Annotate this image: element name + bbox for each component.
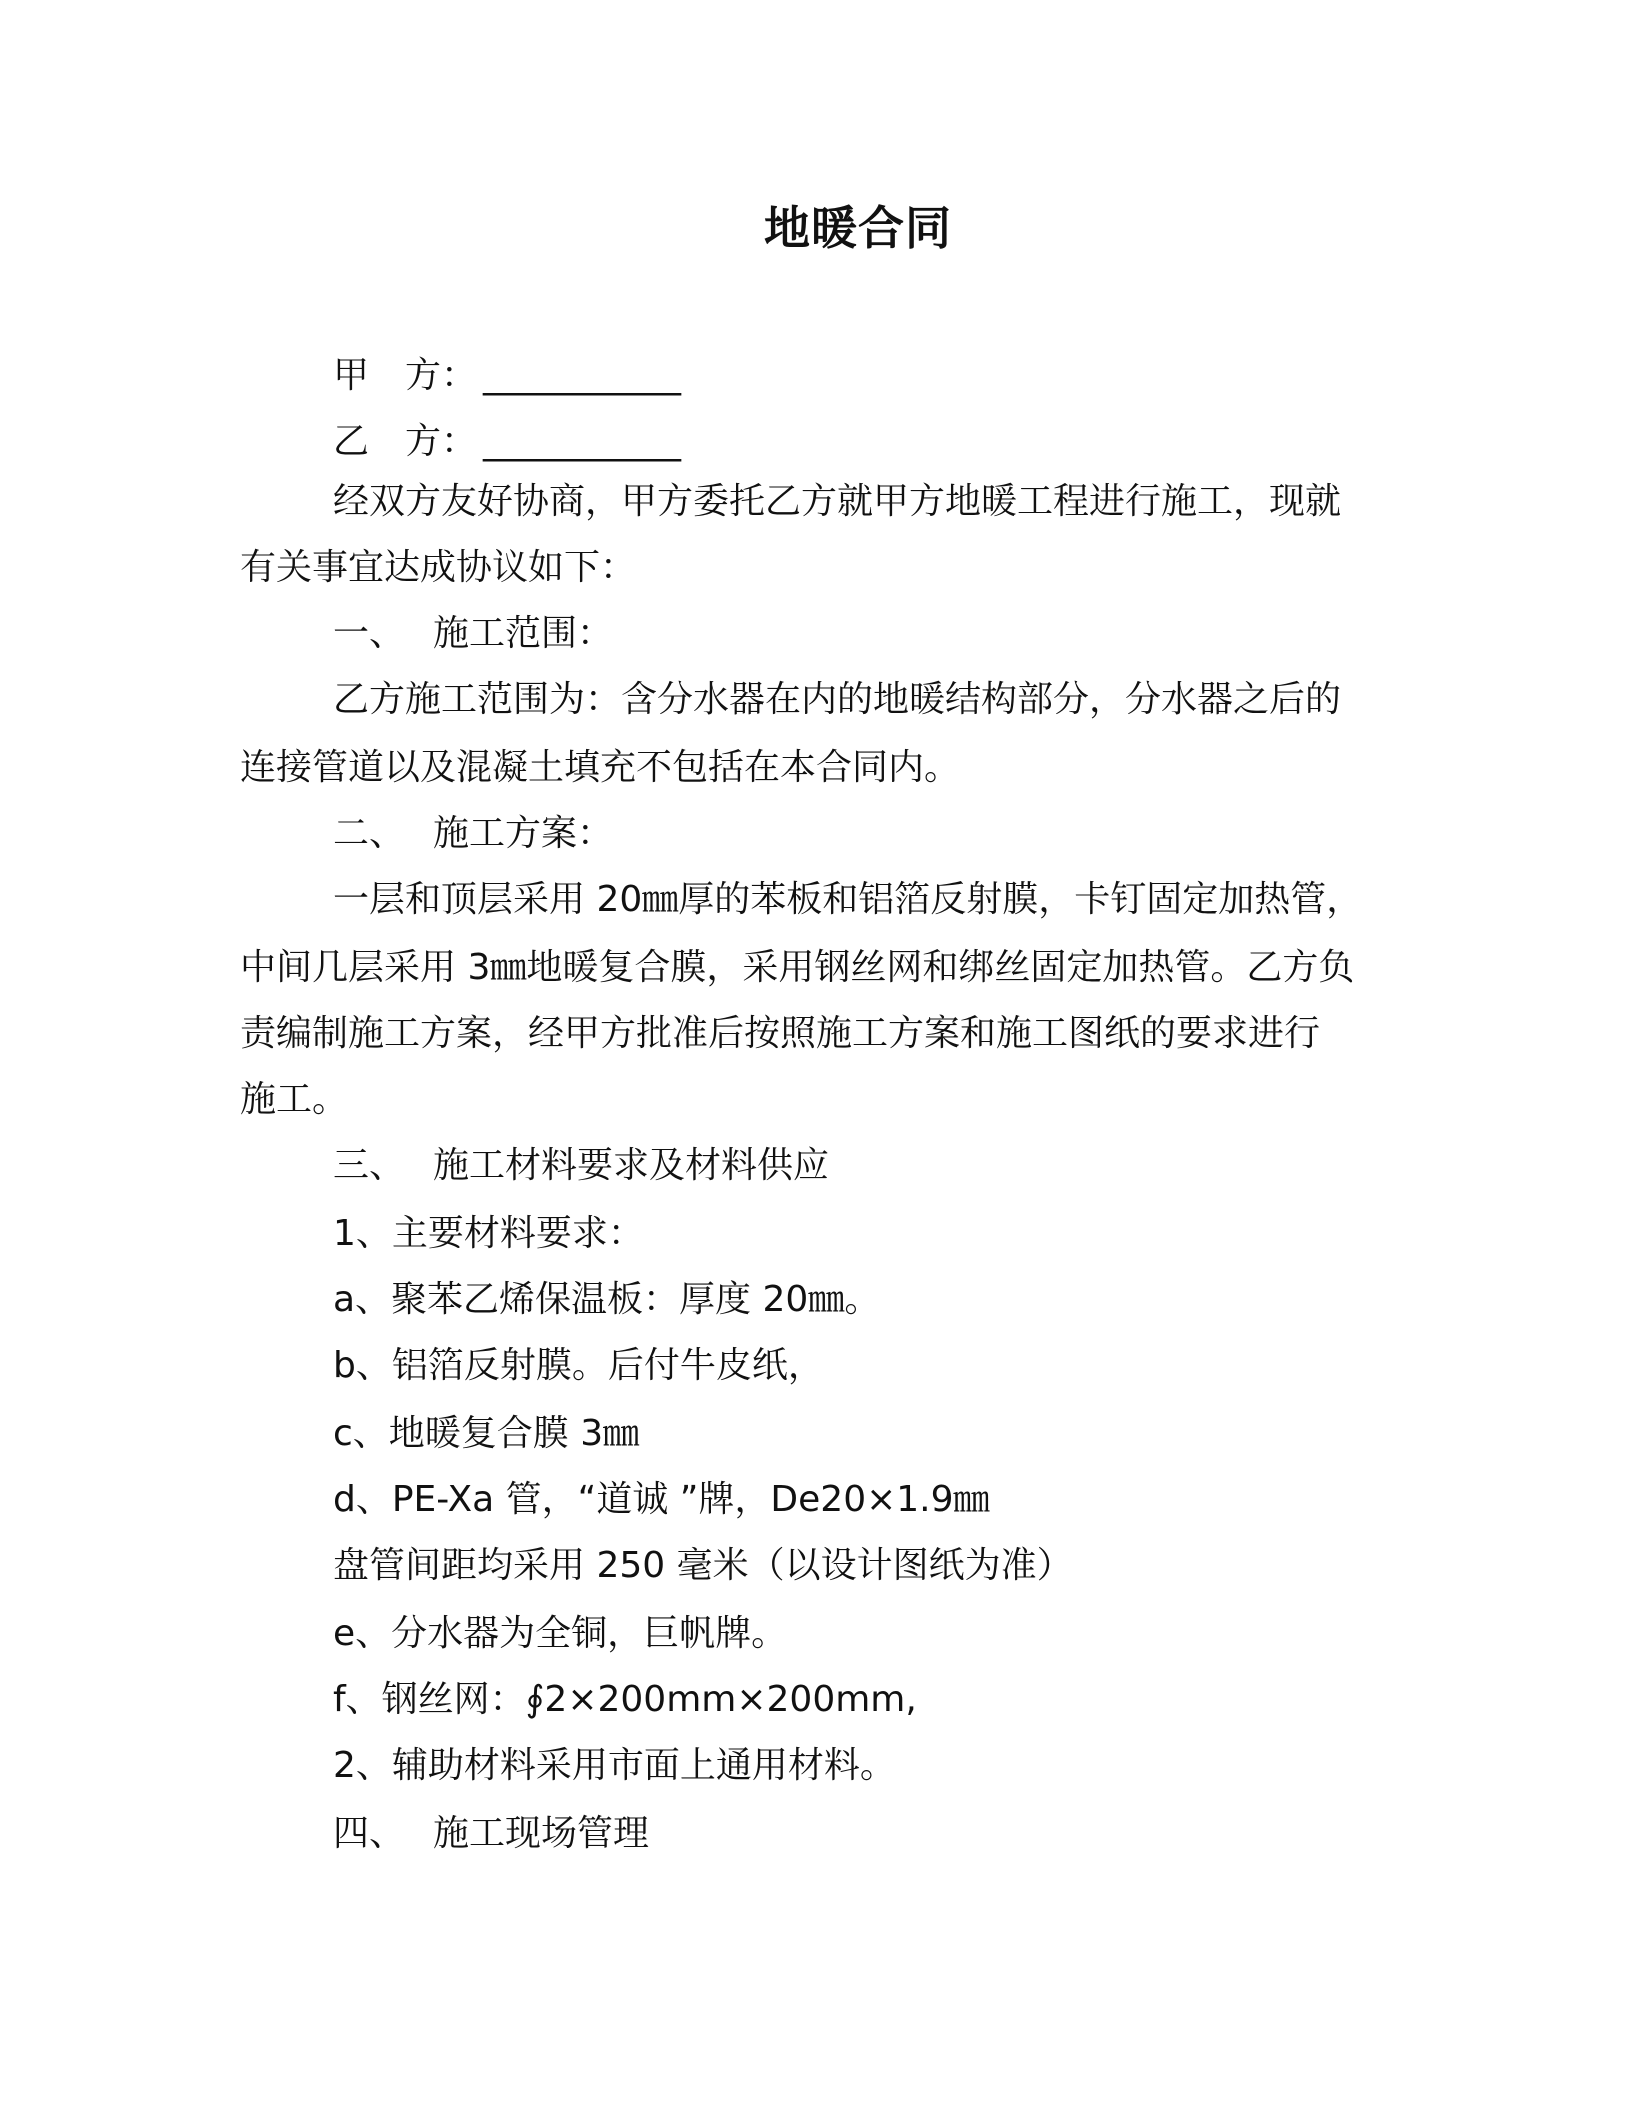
- section-2-line-2: 中间几层采用 3㎜地暖复合膜，采用钢丝网和绑丝固定加热管。乙方负: [240, 947, 1355, 988]
- list-item: 2、辅助材料采用市面上通用材料。: [333, 1745, 896, 1786]
- party-b-blank: ___________: [483, 421, 681, 462]
- list-item: a、聚苯乙烯保温板：厚度 20㎜。: [333, 1279, 881, 1320]
- party-a-blank: ___________: [483, 355, 681, 396]
- intro-line-1: 经双方友好协商，甲方委托乙方就甲方地暖工程进行施工，现就: [333, 481, 1342, 522]
- list-item: b、铝箔反射膜。后付牛皮纸，: [333, 1345, 824, 1386]
- section-2-number: 二、: [333, 813, 406, 854]
- section-1-heading: [333, 610, 613, 658]
- section-2-line-1: 一层和顶层采用 20㎜厚的苯板和铝箔反射膜，卡钉固定加热管，: [333, 879, 1363, 920]
- party-b-label: 乙 方：: [333, 421, 478, 462]
- list-item: f、钢丝网：∮2×200mm×200mm,: [333, 1679, 917, 1720]
- party-a-line: [333, 352, 681, 400]
- section-1-line-2: 连接管道以及混凝土填充不包括在本合同内。: [240, 747, 961, 788]
- section-3-title: 施工材料要求及材料供应: [433, 1145, 830, 1186]
- section-2-line-4: 施工。: [240, 1079, 349, 1120]
- party-a-label: 甲 方：: [333, 355, 478, 396]
- section-2-title: 施工方案：: [433, 813, 614, 854]
- section-1-number: 一、: [333, 613, 406, 654]
- document-title: 地暖合同: [764, 201, 952, 255]
- list-item: e、分水器为全铜，巨帆牌。: [333, 1613, 788, 1654]
- list-item: 1、主要材料要求：: [333, 1213, 644, 1254]
- list-item: c、地暖复合膜 3㎜: [333, 1413, 640, 1454]
- list-item: d、PE-Xa 管，“道诚 ”牌，De20×1.9㎜: [333, 1479, 990, 1520]
- party-b-line: [333, 418, 681, 466]
- section-4-title: 施工现场管理: [433, 1813, 650, 1854]
- section-4-number: 四、: [333, 1813, 406, 1854]
- section-4-heading: [333, 1810, 649, 1858]
- list-item: 盘管间距均采用 250 毫米（以设计图纸为准）: [333, 1545, 1073, 1586]
- section-1-title: 施工范围：: [433, 613, 614, 654]
- section-1-line-1: 乙方施工范围为：含分水器在内的地暖结构部分，分水器之后的: [333, 679, 1342, 720]
- section-3-heading: [333, 1142, 829, 1190]
- section-2-line-3: 责编制施工方案，经甲方批准后按照施工方案和施工图纸的要求进行: [240, 1013, 1321, 1054]
- section-3-number: 三、: [333, 1145, 406, 1186]
- intro-line-2: 有关事宜达成协议如下：: [240, 547, 637, 588]
- section-2-heading: [333, 810, 613, 858]
